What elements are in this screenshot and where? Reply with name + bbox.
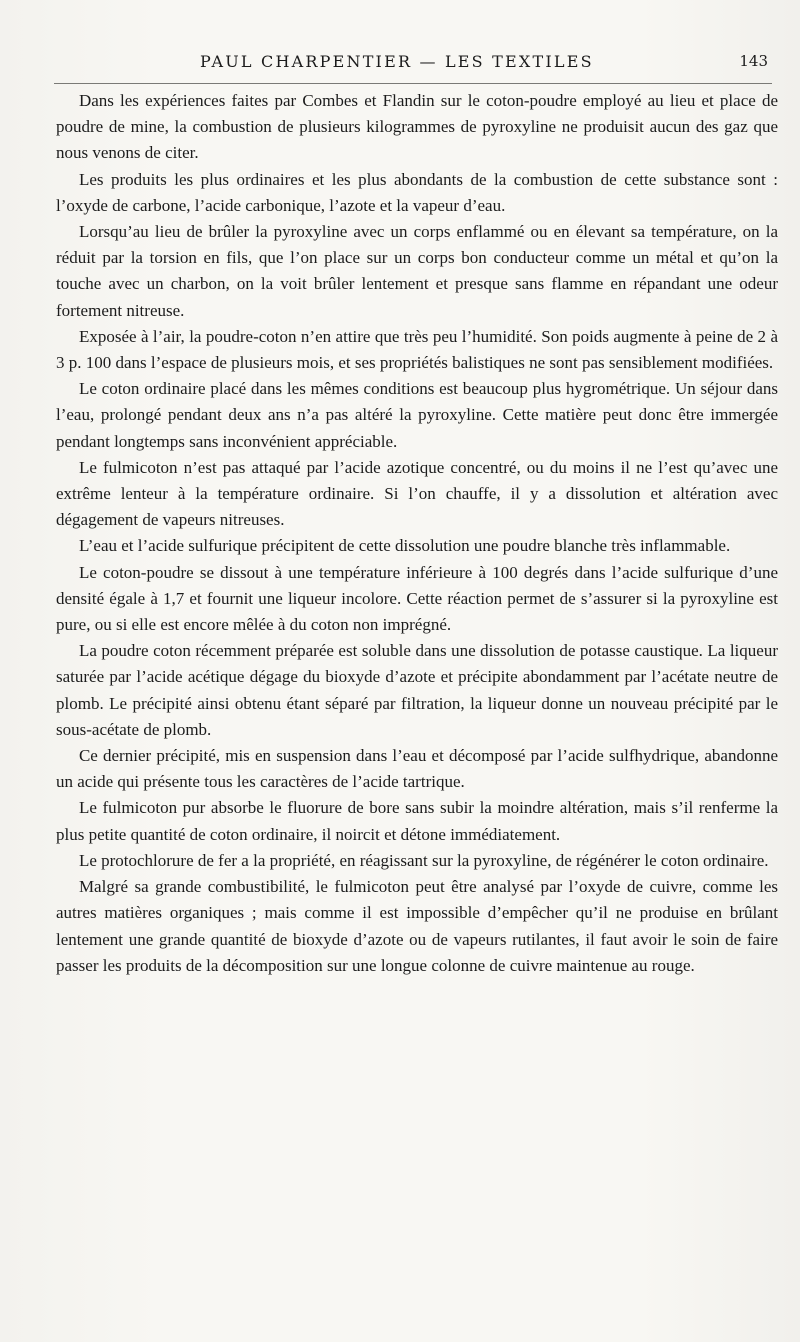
- paragraph: Le fulmicoton n’est pas attaqué par l’acide azotique concentré, ou du moins il ne l’est qu’avec une extrême lenteur à la température ordinaire. Si l’on chauffe, il y a dissolution et altération avec dégagement de vapeurs nitreuses.: [56, 457, 778, 530]
- paragraph: Le coton-poudre se dissout à une température inférieure à 100 degrés dans l’acide sulfurique d’une densité égale à 1,7 et fournit une liqueur incolore. Cette réaction permet de s’assurer si la pyroxyline est pure, ou si elle est encore mêlée à du coton non imprégné.: [56, 562, 778, 635]
- paragraph: Ce dernier précipité, mis en suspension dans l’eau et décomposé par l’acide sulfhydrique, abandonne un acide qui présente tous les caractères de l’acide tartrique.: [56, 746, 778, 792]
- paragraph: Exposée à l’air, la poudre-coton n’en attire que très peu l’humidité. Son poids augmente à peine de 2 à 3 p. 100 dans l’espace de plusieurs mois, et ses propriétés balistiques ne sont pas sensiblement modifiées.: [56, 326, 778, 373]
- paragraph: Le fulmicoton pur absorbe le fluorure de bore sans subir la moindre altération, mais s’il renferme la plus petite quantité de coton ordinaire, il noircit et détone immédiatement.: [56, 798, 778, 844]
- paragraph: Le coton ordinaire placé dans les mêmes conditions est beaucoup plus hygrométrique. Un séjour dans l’eau, prolongé pendant deux ans n’a pas altéré la pyroxyline. Cette matière peut donc être immergée pendant longtemps sans inconvénient appréciable.: [56, 379, 778, 451]
- body-text: [56, 88, 778, 979]
- paragraph: Dans les expériences faites par Combes et Flandin sur le coton-poudre employé au lieu et place de poudre de mine, la combustion de plusieurs kilogrammes de pyroxyline ne produisit aucun des gaz que nous venons de citer.: [56, 91, 778, 163]
- running-header: [56, 52, 768, 74]
- paragraph: La poudre coton récemment préparée est soluble dans une dissolution de potasse caustique. La liqueur saturée par l’acide acétique dégage du bioxyde d’azote et précipite abondamment par l’acétate neutre de plomb. Le précipité ainsi obtenu étant séparé par filtration, la liqueur donne un nouveau précipité par le sous-acétate de plomb.: [56, 641, 778, 739]
- header-rule: [54, 83, 772, 84]
- paragraph: Les produits les plus ordinaires et les plus abondants de la combustion de cette substance sont : l’oxyde de carbone, l’acide carbonique, l’azote et la vapeur d’eau.: [56, 169, 778, 215]
- paragraph: Le protochlorure de fer a la propriété, en réagissant sur la pyroxyline, de régénérer le coton ordinaire.: [78, 850, 769, 870]
- paragraph: L’eau et l’acide sulfurique précipitent de cette dissolution une poudre blanche très inflammable.: [78, 536, 731, 556]
- paragraph: Lorsqu’au lieu de brûler la pyroxyline avec un corps enflammé ou en élevant sa température, on la réduit par la torsion en fils, que l’on place sur un corps bon conducteur comme un métal et qu’on la touche avec un charbon, on la voit brûler lentement et presque sans flamme en répandant une odeur fortement nitreuse.: [56, 222, 778, 320]
- page-number: 143: [739, 52, 768, 70]
- paragraph: Malgré sa grande combustibilité, le fulmicoton peut être analysé par l’oxyde de cuivre, comme les autres matières organiques ; mais comme il est impossible d’empêcher qu’il ne produise en brûlant lentement une grande quantité de bioxyde d’azote ou de vapeurs rutilantes, il faut avoir le soin de faire passer les produits de la décomposition sur une longue colonne de cuivre maintenue au rouge.: [56, 877, 778, 975]
- running-title: PAUL CHARPENTIER — LES TEXTILES: [200, 52, 594, 71]
